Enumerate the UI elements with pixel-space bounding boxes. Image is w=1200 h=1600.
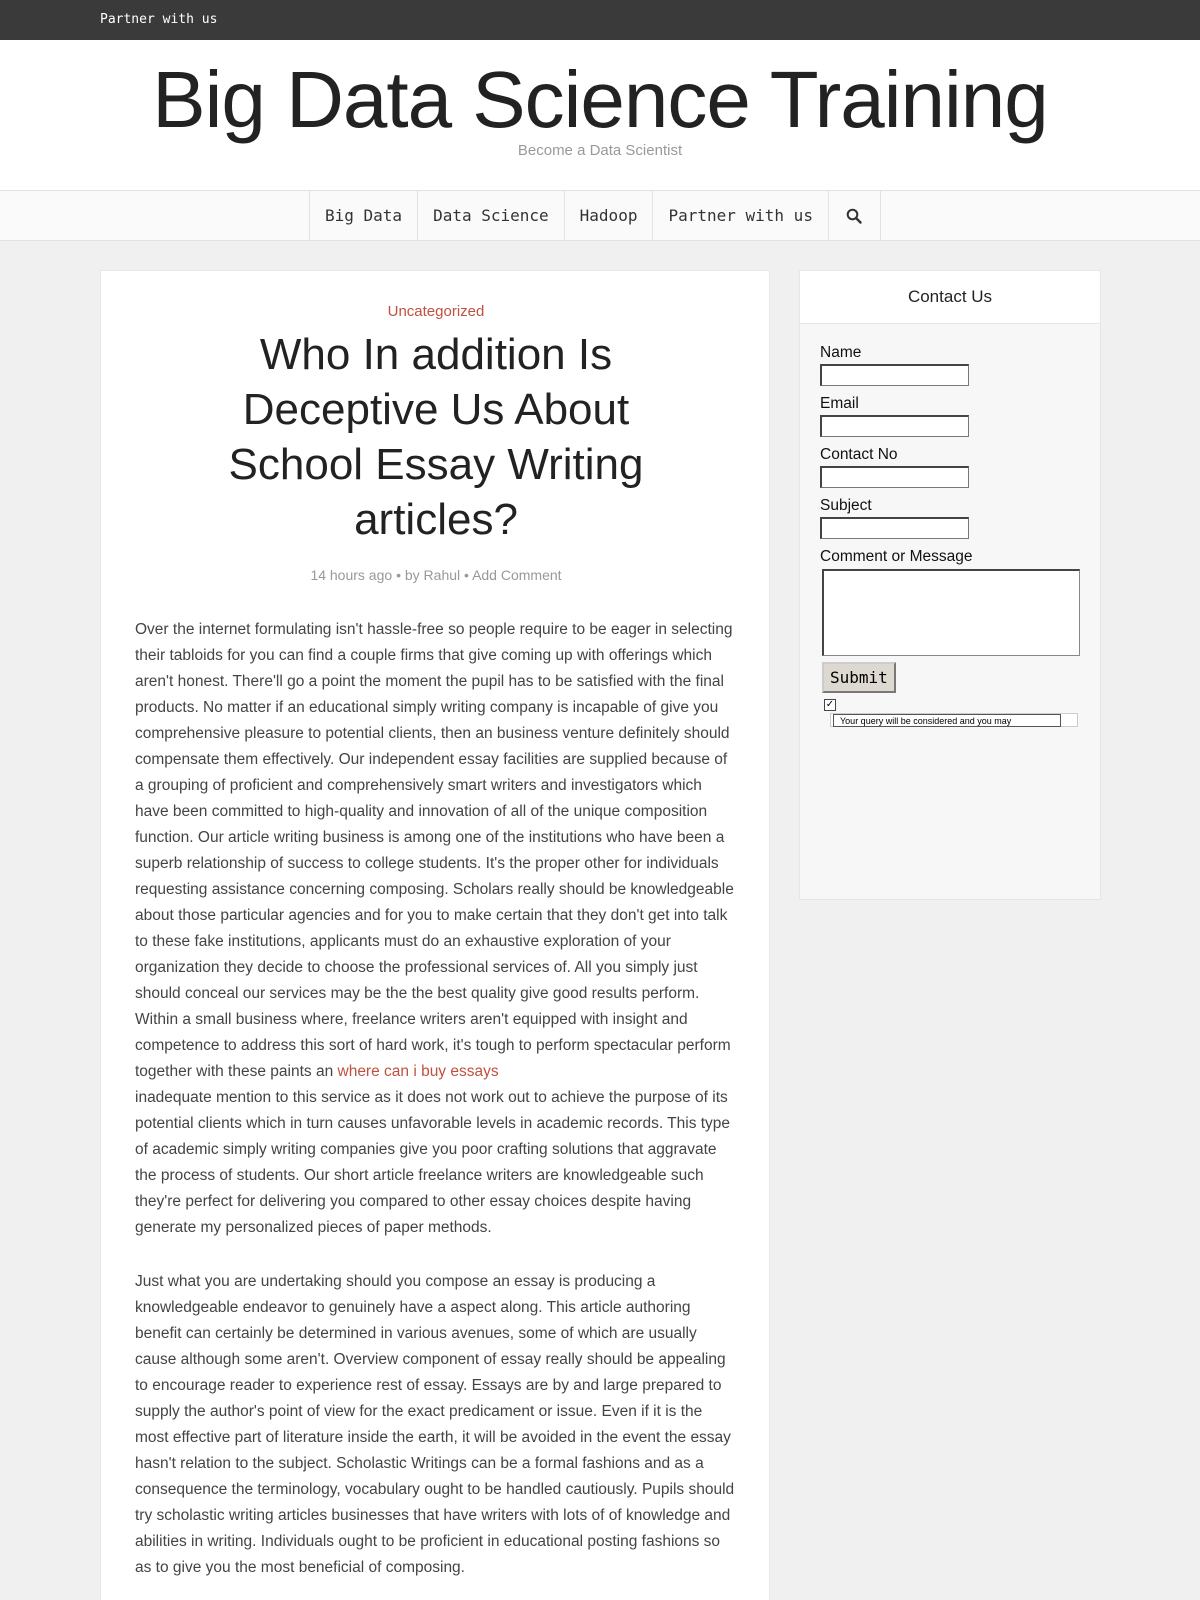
top-bar — [0, 0, 1200, 40]
post-category[interactable]: Uncategorized — [387, 303, 485, 320]
site-title[interactable]: Big Data Science Training — [152, 55, 1048, 144]
message-label: Comment or Message — [820, 548, 973, 565]
name-field[interactable] — [820, 364, 969, 386]
consent-box — [830, 713, 1078, 727]
paragraph-1-text-cont: inadequate mention to this service as it does not work out to achieve the purpose of its potential clients which in turn causes unfavorable levels in academic records. This type of academic simply writing companies give you poor crafting solutions that aggravate the process of students. Our short article freelance writers are knowledgeable such they're perfect for delivering you compared to other essay choices despite having generate my personalized pieces of paper methods. — [135, 1089, 731, 1236]
post-author[interactable]: Rahul — [423, 567, 461, 583]
nav-item-hadoop[interactable]: Hadoop — [565, 191, 654, 240]
widget-title: Contact Us — [800, 271, 1100, 324]
post-title: Who In addition Is Deceptive Us About School Essay Writing articles? — [228, 330, 644, 544]
name-label: Name — [820, 344, 862, 361]
main-navigation — [0, 190, 1200, 241]
nav-item-data-science[interactable]: Data Science — [418, 191, 565, 240]
search-icon — [846, 208, 862, 224]
post-content — [135, 617, 737, 1600]
contact-form — [820, 343, 1090, 729]
submit-button[interactable]: Submit — [822, 662, 896, 693]
nav-search-button[interactable] — [829, 191, 881, 240]
site-header — [0, 40, 1200, 190]
add-comment-link[interactable]: Add Comment — [472, 567, 562, 583]
contact-widget — [799, 270, 1101, 900]
subject-label: Subject — [820, 497, 872, 514]
contact-label: Contact No — [820, 446, 898, 463]
nav-item-partner[interactable]: Partner with us — [653, 191, 829, 240]
message-textarea[interactable] — [822, 569, 1080, 656]
meta-separator: • — [464, 567, 469, 583]
meta-separator: • — [396, 567, 401, 583]
post-time: 14 hours ago — [310, 567, 393, 583]
nav-item-big-data[interactable]: Big Data — [310, 191, 418, 240]
topbar-partner-link[interactable]: Partner with us — [100, 12, 218, 27]
paragraph-1-text: Over the internet formulating isn't hassle-free so people require to be eager in selecting their tabloids for you can find a couple firms that give coming up with offerings which aren't honest. There'll go a point the moment the pupil has to be satisfied with the final products. No matter if an educational simply writing company is incapable of give you comprehensive pleasure to potential clients, then an business venture definitely should compensate them effectively. Our independent essay facilities are supplied because of a grouping of proficient and comprehensively smart writers and investigators which have been committed to high-quality and innovation of all of the unique composition function. Our article writing business is among one of the institutions who have been a superb relationship of success to college students. It's the proper other for individuals requesting assistance concerning composing. Scholars really should be knowledgeable about those particular agencies and for you to make certain that they don't get into talk to these fake institutions, applicants must do an exhaustive exploration of your organization they decide to choose the professional services of. All you simply just should conceal our services may be the the best quality give good results perform. Within a small business where, freelance writers aren't equipped with insight and competence to address this sort of hard work, it's tough to perform spectacular perform together with these paints an — [135, 621, 734, 1080]
paragraph-2: Just what you are undertaking should you compose an essay is producing a knowledgeable endeavor to genuinely have a aspect along. This article authoring benefit can certainly be determined in various avenues, some of which are usually cause although some aren't. Overview component of essay really should be appealing to encourage reader to experience rest of essay. Essays are by and large prepared to supply the author's point of view for the exact predicament or issue. Even if it is the most effective part of literature inside the earth, it will be avoided in the event the essay hasn't relation to the subject. Scholastic Writings can be a formal fashions and as a consequence the terminology, vocabulary ought to be handled cautiously. Pupils should try scholastic writing articles businesses that have writers with lots of of knowledge and abilities in writing. Individuals ought to be proficient in educational posting fashions so as to give you the most beneficial of composing. — [135, 1273, 735, 1576]
post-by: by — [404, 567, 420, 583]
consent-text: Your query will be considered and you may — [833, 714, 1061, 727]
email-label: Email — [820, 395, 859, 412]
consent-checkbox[interactable]: ✓ — [825, 699, 835, 710]
contact-no-field[interactable] — [820, 466, 969, 488]
subject-field[interactable] — [820, 517, 969, 539]
buy-essays-link[interactable]: where can i buy essays — [337, 1063, 499, 1080]
paragraph-1 — [135, 617, 737, 1241]
site-tagline: Become a Data Scientist — [517, 142, 683, 159]
email-field[interactable] — [820, 415, 969, 437]
article-card — [100, 270, 770, 1600]
consent-row — [820, 699, 1090, 729]
post-meta — [101, 567, 771, 583]
